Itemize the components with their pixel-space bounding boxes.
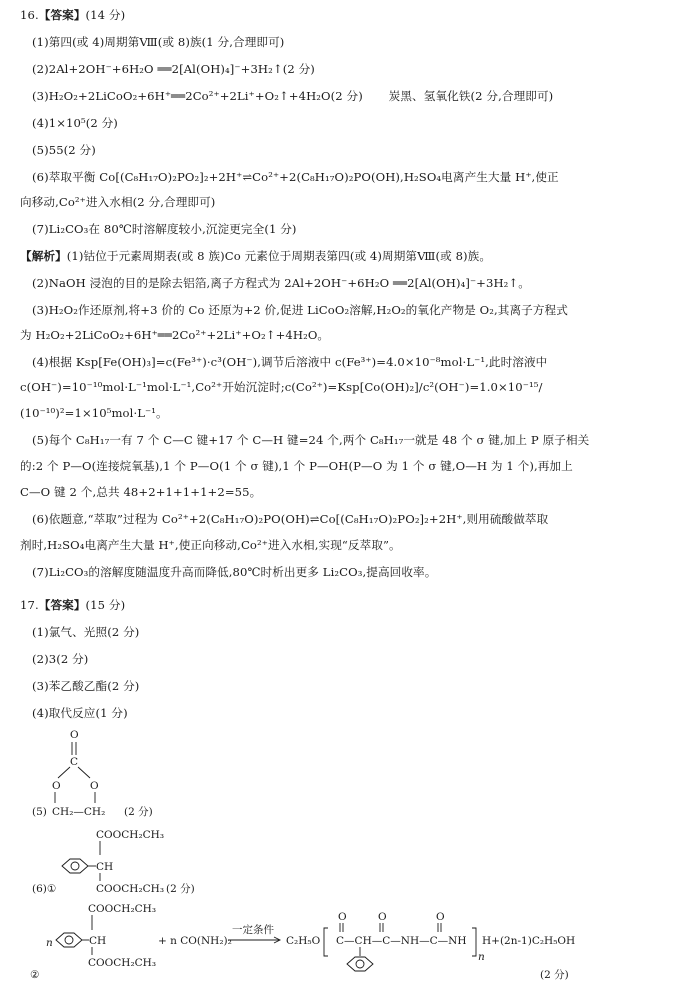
right-bracket-icon — [472, 928, 476, 956]
s5-label: (5) — [32, 806, 47, 818]
q16-explanation-5-cont: 的:2 个 P—O(连接烷氧基),1 个 P—O(1 个 σ 键),1 个 P—OH(P—O 为 1 个 σ 键,O—H 为 1 个),再加上 — [20, 459, 573, 473]
q17-header — [20, 598, 684, 613]
q16-number: 16. — [20, 8, 39, 22]
q16-explanation-7: (7)Li₂CO₃的溶解度随温度升高而降低,80℃时析出更多 Li₂CO₃,提高回收率。 — [32, 565, 437, 579]
s5-ch2-chain: CH₂—CH₂ — [52, 806, 106, 818]
q16-explanation-5: (5)每个 C₈H₁₇一有 7 个 C—C 键+17 个 C—H 键=24 个,两个 C₈H₁₇一就是 48 个 σ 键,加上 P 原子相关 — [32, 433, 590, 447]
s6b-label: ② — [30, 969, 40, 981]
s6a-bottom-ester: COOCH₂CH₃ — [96, 883, 165, 895]
s6b-ch: CH — [89, 935, 107, 947]
explanation-tag: 【解析】 — [20, 249, 67, 263]
polymerization-equation — [0, 900, 692, 986]
q16-explanation-4-cont: c(OH⁻)=10⁻¹⁰mol·L⁻¹mol·L⁻¹,Co²⁺开始沉淀时;c(Co²⁺)=Ksp[Co(OH)₂]/c²(OH⁻)=1.0×10⁻¹⁵/ — [20, 380, 543, 394]
q16-answer-3 — [32, 89, 684, 104]
q16-explanation-4: (4)根据 Ksp[Fe(OH)₃]=c(Fe³⁺)·c³(OH⁻),调节后溶液中 c(Fe³⁺)=4.0×10⁻⁸mol·L⁻¹,此时溶液中 — [32, 355, 548, 369]
q16-explanation-6-cont: 剂时,H₂SO₄电离产生大量 H⁺,使正向移动,Co²⁺进入水相,实现“反萃取”。 — [20, 538, 401, 552]
s6b-product-start: C₂H₅O — [286, 935, 321, 947]
q17-answer-2: (2)3(2 分) — [32, 652, 89, 666]
q16-answer-6: (6)萃取平衡 Co[(C₈H₁₇O)₂PO₂]₂+2H⁺⇌Co²⁺+2(C₈H₁₇O)₂PO(OH),H₂SO₄电离产生大量 H⁺,使正 — [32, 170, 559, 184]
benzene-ring-icon — [56, 933, 82, 947]
q16-explanation-4-cont2: (10⁻¹⁰)²=1×10⁵mol·L⁻¹。 — [20, 406, 168, 420]
s6b-chain: C—CH—C—NH—C—NH — [336, 935, 467, 947]
q16-answer-5: (5)55(2 分) — [32, 143, 96, 157]
s6b-reagent: + n CO(NH₂)₂ — [158, 935, 232, 947]
q16-explanation-3: (3)H₂O₂作还原剂,将+3 价的 Co 还原为+2 价,促进 LiCoO₂溶解,H₂O₂的氧化产物是 O₂,其离子方程式 — [32, 303, 568, 317]
q17-answer-1: (1)氯气、光照(2 分) — [32, 625, 140, 639]
q17-points: (15 分) — [85, 598, 126, 612]
s6a-label: (6)① — [32, 883, 57, 895]
s6b-bottom-ester: COOCH₂CH₃ — [88, 957, 157, 969]
diethyl-phenylmalonate-structure — [0, 826, 260, 896]
s5-points: (2 分) — [124, 806, 153, 818]
q16-answer-3-eq: (3)H₂O₂+2LiCoO₂+6H⁺══2Co²⁺+2Li⁺+O₂↑+4H₂O(2 分) — [32, 89, 363, 103]
q16-points: (14 分) — [85, 8, 126, 22]
s6a-points: (2 分) — [166, 883, 195, 895]
q16-answer-6-cont: 向移动,Co²⁺进入水相(2 分,合理即可) — [20, 195, 216, 209]
s6b-o3: O — [436, 911, 445, 923]
carbonyl-o: O — [70, 729, 79, 741]
carbonyl-c: C — [70, 756, 79, 768]
q16-answer-3-extra: 炭黑、氢氧化铁(2 分,合理即可) — [388, 89, 554, 103]
ring-o-left: O — [52, 780, 61, 792]
s6b-tail: H+(2n-1)C₂H₅OH — [482, 935, 576, 947]
s6a-ch: CH — [96, 861, 114, 873]
q16-answer-7: (7)Li₂CO₃在 80℃时溶解度较小,沉淀更完全(1 分) — [32, 222, 297, 236]
s6b-points: (2 分) — [540, 969, 569, 981]
q17-answer-3: (3)苯乙酸乙酯(2 分) — [32, 679, 140, 693]
q16-header — [20, 8, 684, 23]
s6b-n: n — [46, 937, 53, 949]
q16-explanation-1: 【解析】(1)钴位于元素周期表(或 8 族)Co 元素位于周期表第四(或 4)周期第Ⅷ(或 8)族。 — [20, 249, 492, 263]
s6b-subscript-n: n — [478, 951, 485, 963]
ethylene-carbonate-structure — [0, 725, 200, 825]
s6b-condition: 一定条件 — [232, 924, 274, 936]
q17-number: 17. — [20, 598, 39, 612]
ring-o-right: O — [90, 780, 99, 792]
q16-explanation-3-cont: 为 H₂O₂+2LiCoO₂+6H⁺══2Co²⁺+2Li⁺+O₂↑+4H₂O。 — [20, 328, 330, 342]
q17-answer-4: (4)取代反应(1 分) — [32, 706, 128, 720]
answer-tag: 【答案】 — [38, 8, 86, 22]
q16-explanation-6: (6)依题意,“萃取”过程为 Co²⁺+2(C₈H₁₇O)₂PO(OH)⇌Co[(C₈H₁₇O)₂PO₂]₂+2H⁺,则用硫酸做萃取 — [32, 512, 549, 526]
s6a-top-ester: COOCH₂CH₃ — [96, 829, 165, 841]
q16-explanation-2: (2)NaOH 浸泡的目的是除去铝箔,离子方程式为 2Al+2OH⁻+6H₂O ══2[Al(OH)₄]⁻+3H₂↑。 — [32, 276, 530, 290]
answer-tag: 【答案】 — [38, 598, 86, 612]
benzene-ring-icon — [62, 859, 88, 873]
s6b-o1: O — [338, 911, 347, 923]
left-bracket-icon — [324, 928, 328, 956]
benzene-ring-icon — [347, 957, 373, 971]
q16-explanation-5-cont2: C—O 键 2 个,总共 48+2+1+1+1+2=55。 — [20, 485, 262, 499]
s6b-o2: O — [378, 911, 387, 923]
q16-answer-2: (2)2Al+2OH⁻+6H₂O ══2[Al(OH)₄]⁻+3H₂↑(2 分) — [32, 62, 315, 76]
q16-answer-4: (4)1×10⁵(2 分) — [32, 116, 118, 130]
q16-answer-1: (1)第四(或 4)周期第Ⅷ(或 8)族(1 分,合理即可) — [32, 35, 285, 49]
s6b-top-ester: COOCH₂CH₃ — [88, 903, 157, 915]
